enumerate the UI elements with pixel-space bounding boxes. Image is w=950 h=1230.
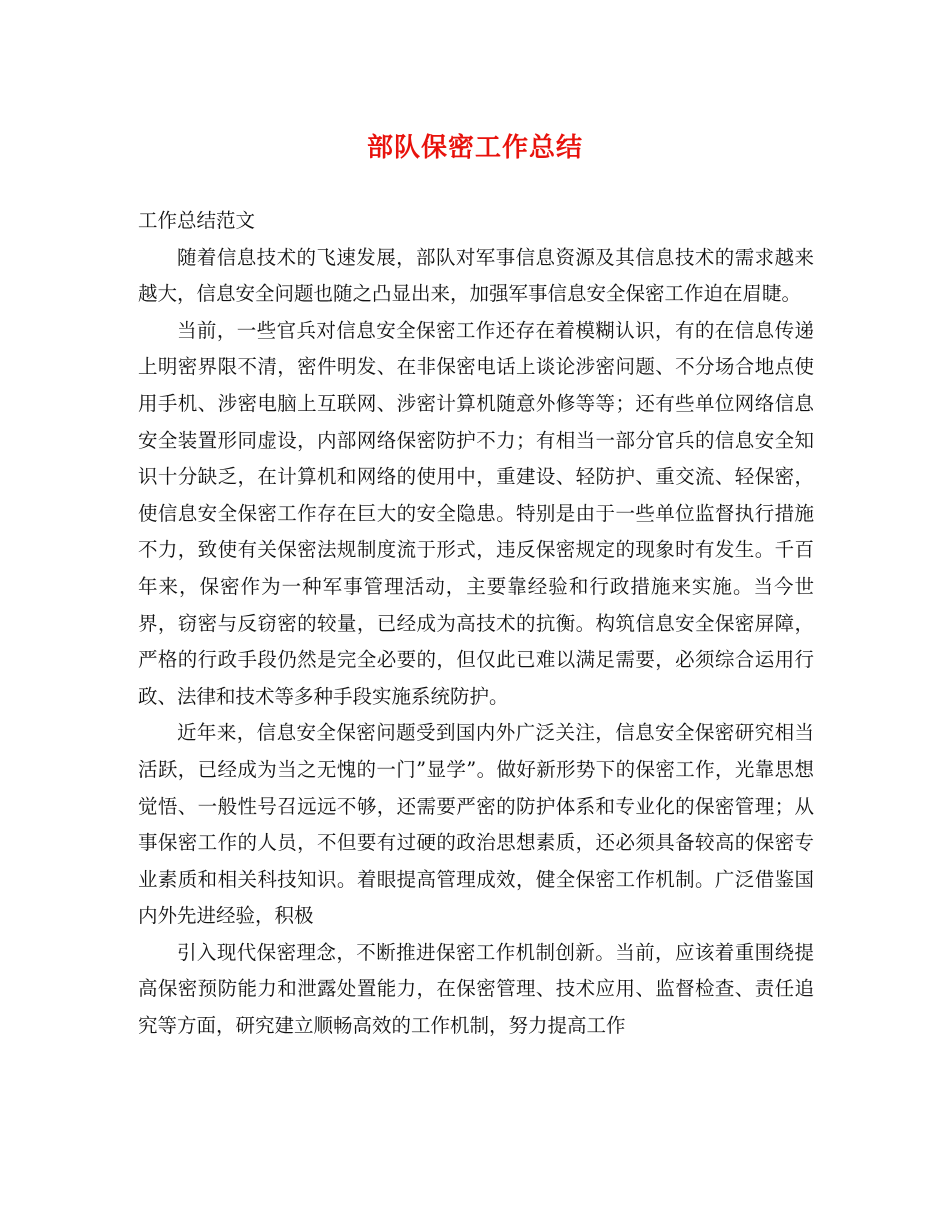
- document-subtitle: 工作总结范文: [138, 209, 256, 232]
- document-title: 部队保密工作总结: [366, 133, 583, 163]
- paragraph-1: 随着信息技术的飞速发展，部队对军事信息资源及其信息技术的需求越来越大，信息安全问题也随之凸显出来，加强军事信息安全保密工作迫在眉睫。: [138, 245, 814, 306]
- paragraph-2: 当前，一些官兵对信息安全保密工作还存在着模糊认识，有的在信息传递上明密界限不清，密件明发、在非保密电话上谈论涉密问题、不分场合地点使用手机、涉密电脑上互联网、涉密计算机随意外修等等；还有些单位网络信息安全装置形同虚设，内部网络保密防护不力；有相当一部分官兵的信息安全知识十分缺乏，在计算机和网络的使用中，重建设、轻防护、重交流、轻保密，使信息安全保密工作存在巨大的安全隐患。特别是由于一些单位监督执行措施不力，致使有关保密法规制度流于形式，违反保密规定的现象时有发生。千百年来，保密作为一种军事管理活动，主要靠经验和行政措施来实施。当今世界，窃密与反窃密的较量，已经成为高技术的抗衡。构筑信息安全保密屏障，严格的行政手段仍然是完全必要的，但仅此已难以满足需要，必须综合运用行政、法律和技术等多种手段实施系统防护。: [138, 318, 814, 708]
- paragraph-4: 引入现代保密理念，不断推进保密工作机制创新。当前，应该着重围绕提高保密预防能力和泄露处置能力，在保密管理、技术应用、监督检查、责任追究等方面，研究建立顺畅高效的工作机制，努力提高工作: [138, 940, 814, 1038]
- document-body: [138, 203, 814, 1045]
- paragraph-3: 近年来，信息安全保密问题受到国内外广泛关注，信息安全保密研究相当活跃，已经成为当之无愧的一门”显学”。做好新形势下的保密工作，光靠思想觉悟、一般性号召远远不够，还需要严密的防护体系和专业化的保密管理；从事保密工作的人员，不但要有过硬的政治思想素质，还必须具备较高的保密专业素质和相关科技知识。着眼提高管理成效，健全保密工作机制。广泛借鉴国内外先进经验，积极: [138, 721, 814, 928]
